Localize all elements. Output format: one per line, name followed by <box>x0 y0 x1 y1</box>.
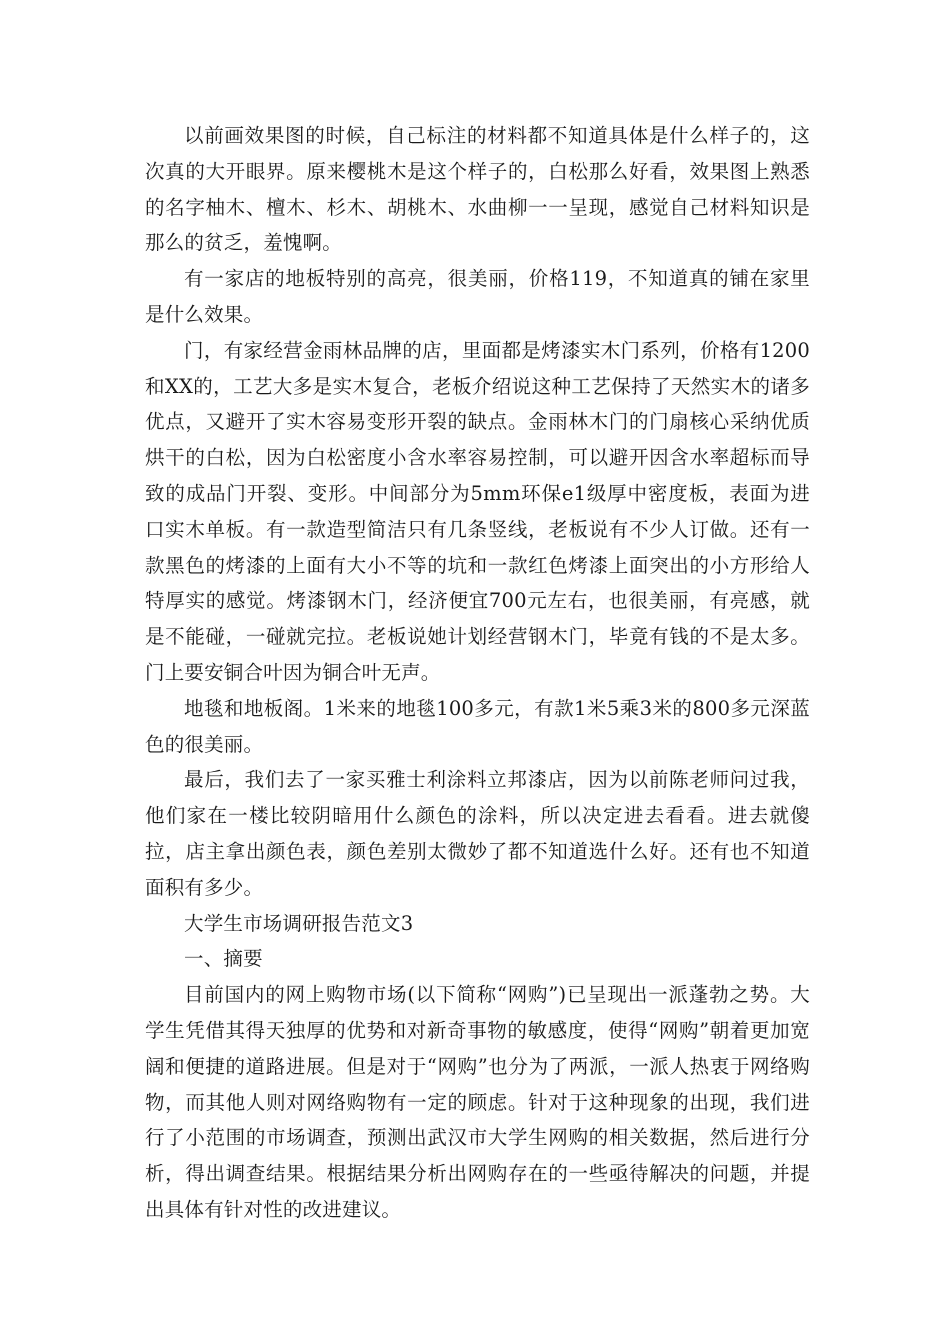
subsection-title: 一、摘要 <box>184 947 263 971</box>
paragraph-doors: 门，有家经营金雨林品牌的店，里面都是烤漆实木门系列，价格有1200和XX的，工艺大多是实木复合，老板介绍说这种工艺保持了天然实木的诸多优点，又避开了实木容易变形开裂的缺点。金雨林木门的门扇核心采纳优质烘干的白松，因为白松密度小含水率容易控制，可以避开因含水率超标而导致的成品门开裂、变形。中间部分为5mm环保e1级厚中密度板，表面为进口实木单板。有一款造型简洁只有几条竖线，老板说有不少人订做。还有一款黑色的烤漆的上面有大小不等的坑和一款红色烤漆上面突出的小方形给人特厚实的感觉。烤漆钢木门，经济便宜700元左右，也很美丽，有亮感，就是不能碰，一碰就完拉。老板说她计划经营钢木门，毕竟有钱的不是太多。门上要安铜合叶因为铜合叶无声。 <box>145 338 810 684</box>
paragraph-carpet: 地毯和地板阁。1米来的地毯100多元，有款1米5乘3米的800多元深蓝色的很美丽。 <box>145 696 810 756</box>
paragraph-flooring: 有一家店的地板特别的高亮，很美丽，价格119，不知道真的铺在家里是什么效果。 <box>145 267 810 326</box>
paragraph-abstract: 目前国内的网上购物市场(以下简称“网购”)已呈现出一派蓬勃之势。大学生凭借其得天独厚的优势和对新奇事物的敏感度，使得“网购”朝着更加宽阔和便捷的道路进展。但是对于“网购”也分为了两派，一派人热衷于网络购物，而其他人则对网络购物有一定的顾虑。针对于这种现象的出现，我们进行了小范围的市场调查，预测出武汉市大学生网购的相关数据，然后进行分析，得出调查结果。根据结果分析出网购存在的一些亟待解决的问题，并提出具体有针对性的改进建议。 <box>145 983 810 1221</box>
section-title: 大学生市场调研报告范文3 <box>184 911 414 935</box>
paragraph-materials: 以前画效果图的时候，自己标注的材料都不知道具体是什么样子的，这次真的大开眼界。原来樱桃木是这个样子的，白松那么好看，效果图上熟悉的名字柚木、檀木、杉木、胡桃木、水曲柳一一呈现，感觉自己材料知识是那么的贫乏，羞愧啊。 <box>145 124 810 255</box>
paragraph-paint-store: 最后，我们去了一家买雅士利涂料立邦漆店，因为以前陈老师问过我，他们家在一楼比较阴暗用什么颜色的涂料，所以决定进去看看。进去就傻拉，店主拿出颜色表，颜色差别太微妙了都不知道选什么好。还有也不知道面积有多少。 <box>145 768 810 899</box>
document-body <box>145 118 810 1228</box>
